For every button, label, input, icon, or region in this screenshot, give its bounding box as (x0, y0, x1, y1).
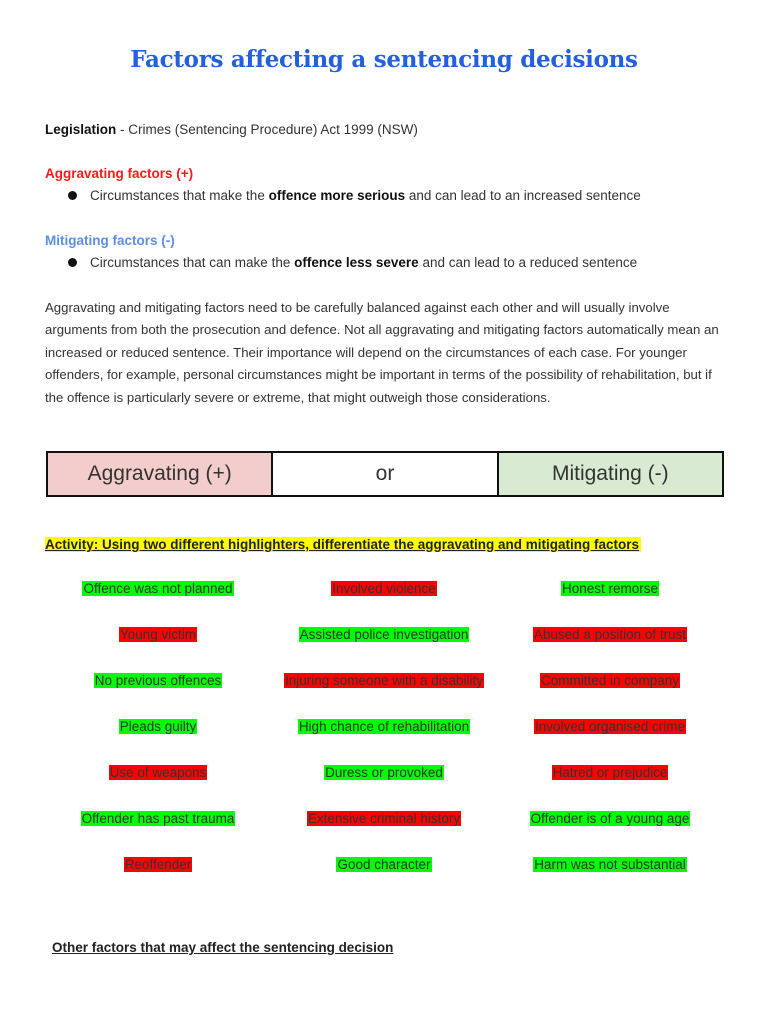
factor-item (271, 671, 497, 690)
factor-label: Young victim (119, 627, 197, 642)
factor-item (497, 625, 723, 644)
aggravating-bullet (68, 188, 641, 203)
choice-table (46, 451, 724, 497)
bullet-dot-icon (68, 191, 77, 200)
aggravating-heading: Aggravating factors (+) (45, 166, 194, 181)
factor-item (271, 809, 497, 828)
factor-label: Reoffender (124, 857, 192, 872)
explanation-paragraph (45, 297, 725, 409)
factor-label: Involved organised crime (534, 719, 686, 734)
factor-label: Offence was not planned (83, 581, 233, 596)
factor-item (497, 855, 723, 874)
factor-item (497, 763, 723, 782)
factor-item (271, 625, 497, 644)
factor-item (271, 717, 497, 736)
factor-item (497, 671, 723, 690)
explanation-text: Aggravating and mitigating factors need to be carefully balanced against each other and will usually involve arguments from both the prosecution and defence. Not all aggravating and mitigating factors automatically mean an increased or reduced sentence. Their importance will depend on the circumstances of each case. For younger offenders, for example, personal circumstances might be important in terms of the possibility of rehabilitation, but if the offence is particularly severe or extreme, that might outweigh those considerations. (45, 300, 719, 405)
factor-label: Abused a position of trust (533, 627, 687, 642)
factor-item (271, 855, 497, 874)
activity-instruction: Activity: Using two different highlighters, differentiate the aggravating and mitigating factors (45, 537, 640, 552)
factor-item (497, 579, 723, 598)
mitigating-bullet (68, 255, 637, 270)
factor-item (497, 717, 723, 736)
factor-label: No previous offences (94, 673, 222, 688)
factor-item (497, 809, 723, 828)
factor-item (271, 579, 497, 598)
factor-label: Assisted police investigation (299, 627, 469, 642)
factor-label: Harm was not substantial (534, 857, 686, 872)
factor-item (45, 579, 271, 598)
factor-label: Use of weapons (109, 765, 207, 780)
factor-label: Injuring someone with a disability (284, 673, 484, 688)
aggravating-bullet-text (90, 188, 641, 203)
factor-label: Extensive criminal history (307, 811, 461, 826)
legislation-line (45, 122, 418, 137)
factor-item (45, 763, 271, 782)
factor-label: Involved violence (332, 581, 436, 596)
factor-item (271, 763, 497, 782)
factor-label: Committed in company (540, 673, 680, 688)
factor-label: Offender is of a young age (530, 811, 690, 826)
factor-label: Good character (337, 857, 431, 872)
mitigating-bullet-post: and can lead to a reduced sentence (418, 255, 638, 270)
mitigating-bullet-pre: Circumstances that can make the (90, 255, 295, 270)
factor-label: Offender has past trauma (81, 811, 235, 826)
factor-item (45, 625, 271, 644)
bullet-dot-icon (68, 258, 77, 267)
factor-label: Pleads guilty (119, 719, 197, 734)
legislation-label: Legislation (45, 122, 117, 137)
factor-label: Duress or provoked (325, 765, 443, 780)
choice-or-cell: or (273, 453, 498, 495)
aggravating-bullet-pre: Circumstances that make the (90, 188, 269, 203)
factor-item (45, 717, 271, 736)
factor-item (45, 855, 271, 874)
page-title: Factors affecting a sentencing decisions (130, 46, 638, 73)
choice-mitigating-cell: Mitigating (-) (499, 453, 722, 495)
legislation-text: - Crimes (Sentencing Procedure) Act 1999 (NSW) (116, 122, 418, 137)
factor-label: Hatred or prejudice (552, 765, 668, 780)
mitigating-bullet-text (90, 255, 637, 270)
factor-label: High chance of rehabilitation (298, 719, 470, 734)
mitigating-bullet-bold: offence less severe (294, 255, 419, 270)
choice-aggravating-cell: Aggravating (+) (48, 453, 273, 495)
factor-label: Honest remorse (561, 581, 659, 596)
other-factors-heading: Other factors that may affect the sentencing decision (52, 940, 394, 955)
factor-item (45, 809, 271, 828)
aggravating-bullet-bold: offence more serious (268, 188, 406, 203)
mitigating-heading: Mitigating factors (-) (45, 233, 175, 248)
factor-item (45, 671, 271, 690)
aggravating-bullet-post: and can lead to an increased sentence (405, 188, 641, 203)
